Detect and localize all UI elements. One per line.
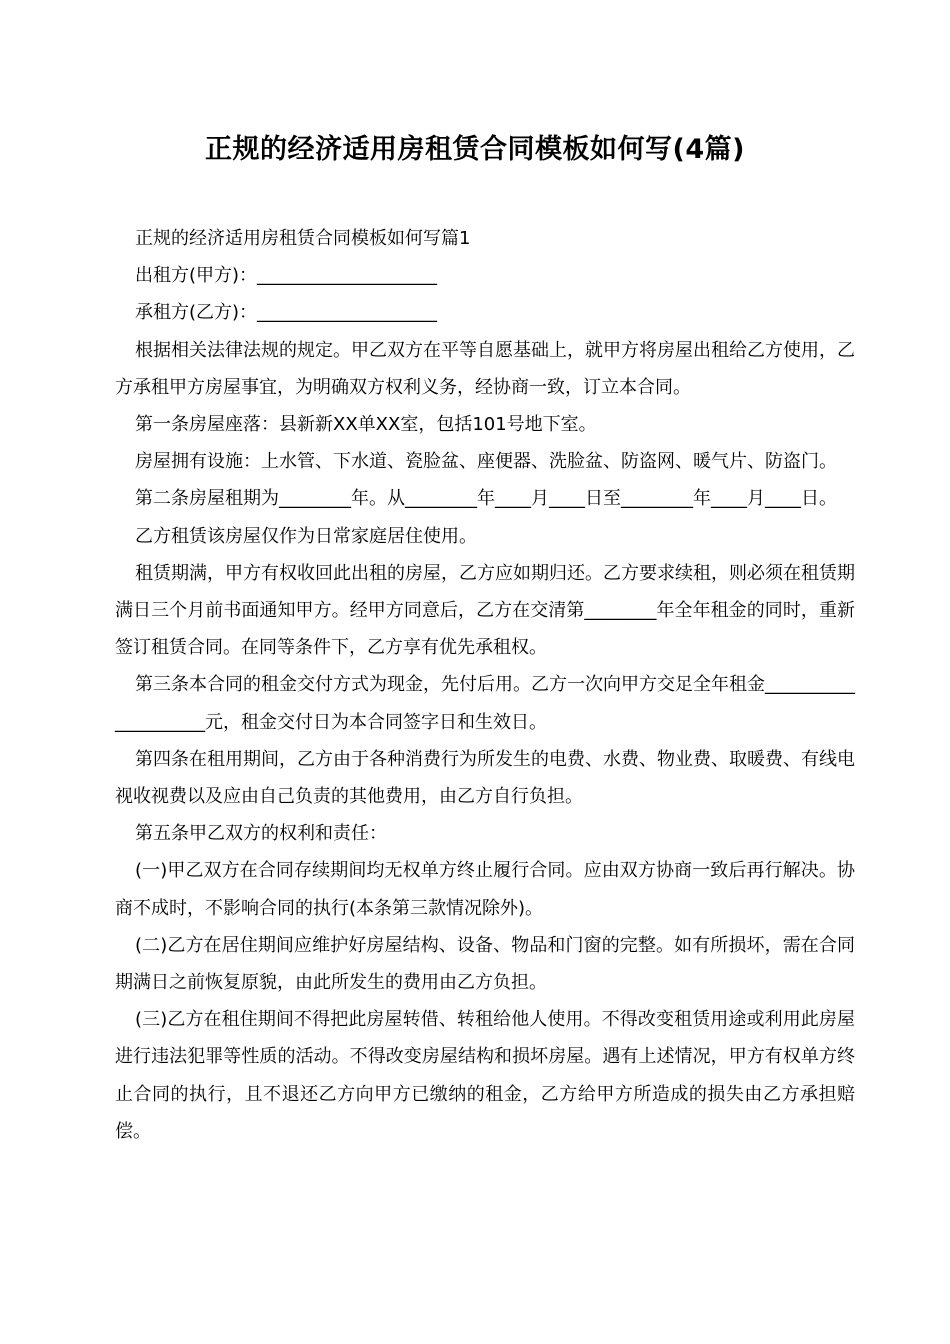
renewal-paragraph: 租赁期满，甲方有权收回此出租的房屋，乙方应如期归还。乙方要求续租，则必须在租赁期满日三个月前书面通知甲方。经甲方同意后，乙方在交清第________年全年租金的同时，重新签订租赁合同。在同等条件下，乙方享有优先承租权。	[115, 562, 855, 659]
clause-3: (三)乙方在租住期间不得把此房屋转借、转租给他人使用。不得改变租赁用途或利用此房屋进行违法犯罪等性质的活动。不得改变房屋结构和损坏房屋。遇有上述情况，甲方有权单方终止合同的执行，且不退还乙方向甲方已缴纳的租金，乙方给甲方所造成的损失由乙方承担赔偿。	[115, 1009, 855, 1142]
article-3-payment: 第三条本合同的租金交付方式为现金，先付后用。乙方一次向甲方交足全年租金____________________元，租金交付日为本合同签字日和生效日。	[115, 674, 855, 733]
article-1-location: 第一条房屋座落：县新新XX单XX室，包括101号地下室。	[135, 414, 597, 436]
article-2-term: 第二条房屋租期为________年。从________年____月____日至________年____月____日。	[135, 488, 837, 510]
facilities-paragraph: 房屋拥有设施：上水管、下水道、瓷脸盆、座便器、洗脸盆、防盗网、暖气片、防盗门。	[135, 451, 837, 473]
document-title: 正规的经济适用房租赁合同模板如何写(4篇)	[205, 134, 745, 165]
article-5-heading: 第五条甲乙双方的权利和责任：	[135, 823, 387, 845]
article-4-expenses: 第四条在租用期间，乙方由于各种消费行为所发生的电费、水费、物业费、取暖费、有线电视收视费以及应由自己负责的其他费用，由乙方自行负担。	[115, 748, 855, 808]
section-heading: 正规的经济适用房租赁合同模板如何写篇1	[135, 228, 471, 249]
preamble-paragraph: 根据相关法律法规的规定。甲乙双方在平等自愿基础上，就甲方将房屋出租给乙方使用，乙方承租甲方房屋事宜，为明确双方权利义务，经协商一致，订立本合同。	[115, 339, 855, 398]
clause-1: (一)甲乙双方在合同存续期间均无权单方终止履行合同。应由双方协商一致后再行解决。协商不成时，不影响合同的执行(本条第三款情况除外)。	[115, 860, 855, 919]
clause-2: (二)乙方在居住期间应维护好房屋结构、设备、物品和门窗的完整。如有所损坏，需在合同期满日之前恢复原貌，由此所发生的费用由乙方负担。	[115, 934, 855, 994]
lessee-line: 承租方(乙方)：____________________	[135, 302, 438, 324]
lessor-line: 出租方(甲方)：____________________	[135, 265, 438, 287]
document-body	[115, 220, 855, 1150]
usage-paragraph: 乙方租赁该房屋仅作为日常家庭居住使用。	[135, 525, 477, 547]
